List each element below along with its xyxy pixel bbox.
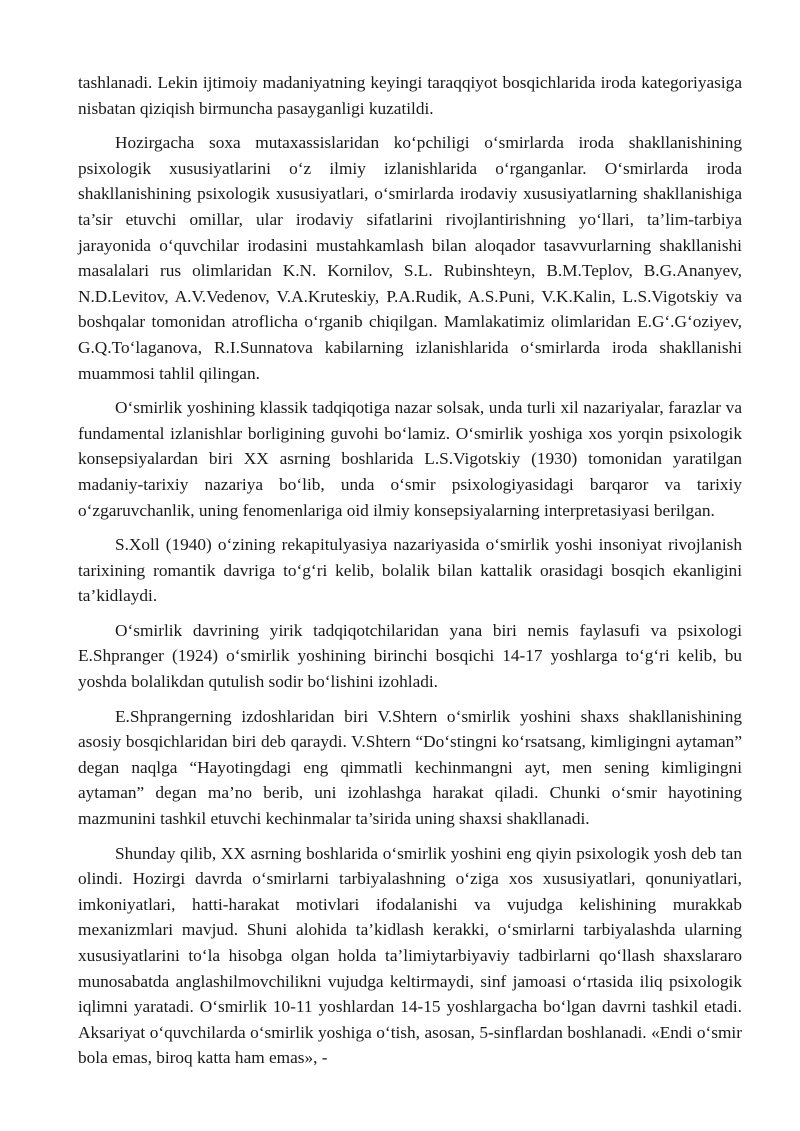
paragraph-3: O‘smirlik yoshining klassik tadqiqotiga nazar solsak, unda turli xil nazariyalar, farazlar va fundamental izlanishlar borligining guvohi bo‘lamiz. O‘smirlik yoshiga xos yorqin psixologik konsepsiyalardan biri XX asrning boshlarida L.S.Vigotskiy (1930) tomonidan yaratilgan madaniy-tarixiy nazariya bo‘lib, unda o‘smir psixologiyasidagi barqaror va tarixiy o‘zgaruvchanlik, uning fenomenlariga oid ilmiy konsepsiyalarning interpretasiyasi berilgan. [78,398,742,520]
document-page [78,70,742,1080]
paragraph-1: tashlanadi. Lekin ijtimoiy madaniyatning keyingi taraqqiyot bosqichlarida iroda kategoriyasiga nisbatan qiziqish birmuncha pasayganligi kuzatildi. [78,73,742,118]
paragraph-7: Shunday qilib, XX asrning boshlarida o‘smirlik yoshini eng qiyin psixologik yosh deb tan olindi. Hozirgi davrda o‘smirlarni tarbiyalashning o‘ziga xos xususiyatlari, qonuniyatlari, imkoniyatlari, hatti-harakat motivlari ifodalanishi va vujudga kelishining murakkab mexanizmlari mavjud. Shuni alohida ta’kidlash kerakki, o‘smirlarni tarbiyalashda ularning xususiyatlarini to‘la hisobga olgan holda ta’limiytarbiyaviy tadbirlarni qo‘llash shaxslararo munosabatda anglashilmovchilikni vujudga keltirmaydi, sinf jamoasi o‘rtasida iliq psixologik iqlimni yaratadi. O‘smirlik 10-11 yoshlardan 14-15 yoshlargacha bo‘lgan davrni tashkil etadi. Aksariyat o‘quvchilarda o‘smirlik yoshiga o‘tish, asosan, 5-sinflardan boshlanadi. «Endi o‘smir bola emas, biroq katta ham emas», - [78,843,742,1068]
paragraph-2: Hozirgacha soxa mutaxassislaridan ko‘pchiligi o‘smirlarda iroda shakllanishining psixologik xususiyatlarini o‘z ilmiy izlanishlarida o‘rganganlar. O‘smirlarda iroda shakllanishining psixologik xususiyatlari, o‘smirlarda irodaviy xususiyatlarning shakllanishiga ta’sir etuvchi omillar, ular irodaviy sifatlarini rivojlantirishning yo‘llari, ta’lim-tarbiya jarayonida o‘quvchilar irodasini mustahkamlash bilan aloqador tasavvurlarning shakllanishi masalalari rus olimlaridan K.N. Kornilov, S.L. Rubinshteyn, B.M.Teplov, B.G.Ananyev, N.D.Levitov, A.V.Vedenov, V.A.Kruteskiy, P.A.Rudik, A.S.Puni, V.K.Kalin, L.S.Vigotskiy va boshqalar tomonidan atroflicha o‘rganib chiqilgan. Mamlakatimiz olimlaridan E.G‘.G‘oziyev, G.Q.To‘laganova, R.I.Sunnatova kabilarning izlanishlarida o‘smirlarda iroda shakllanishi muammosi tahlil qilingan. [78,133,742,383]
paragraph-6: E.Shprangerning izdoshlaridan biri V.Shtern o‘smirlik yoshini shaxs shakllanishining asosiy bosqichlaridan biri deb qaraydi. V.Shtern “Do‘stingni ko‘rsatsang, kimligingni aytaman” degan naqlga “Hayotingdagi eng qimmatli kechinmangni ayt, men sening kimligingni aytaman” degan ma’no berib, uni izohlashga harakat qiladi. Chunki o‘smir hayotining mazmunini tashkil etuvchi kechinmalar ta’sirida uning shaxsi shakllanadi. [78,706,742,829]
paragraph-4: S.Xoll (1940) o‘zining rekapitulyasiya nazariyasida o‘smirlik yoshi insoniyat rivojlanish tarixining romantik davriga to‘g‘ri kelib, bolalik bilan kattalik orasidagi bosqich ekanligini ta’kidlaydi. [78,535,742,606]
paragraph-5: O‘smirlik davrining yirik tadqiqotchilaridan yana biri nemis faylasufi va psixologi E.Shpranger (1924) o‘smirlik yoshining birinchi bosqichi 14-17 yoshlarga to‘g‘ri kelib, bu yoshda bolalikdan qutulish sodir bo‘lishini izohladi. [78,620,742,692]
